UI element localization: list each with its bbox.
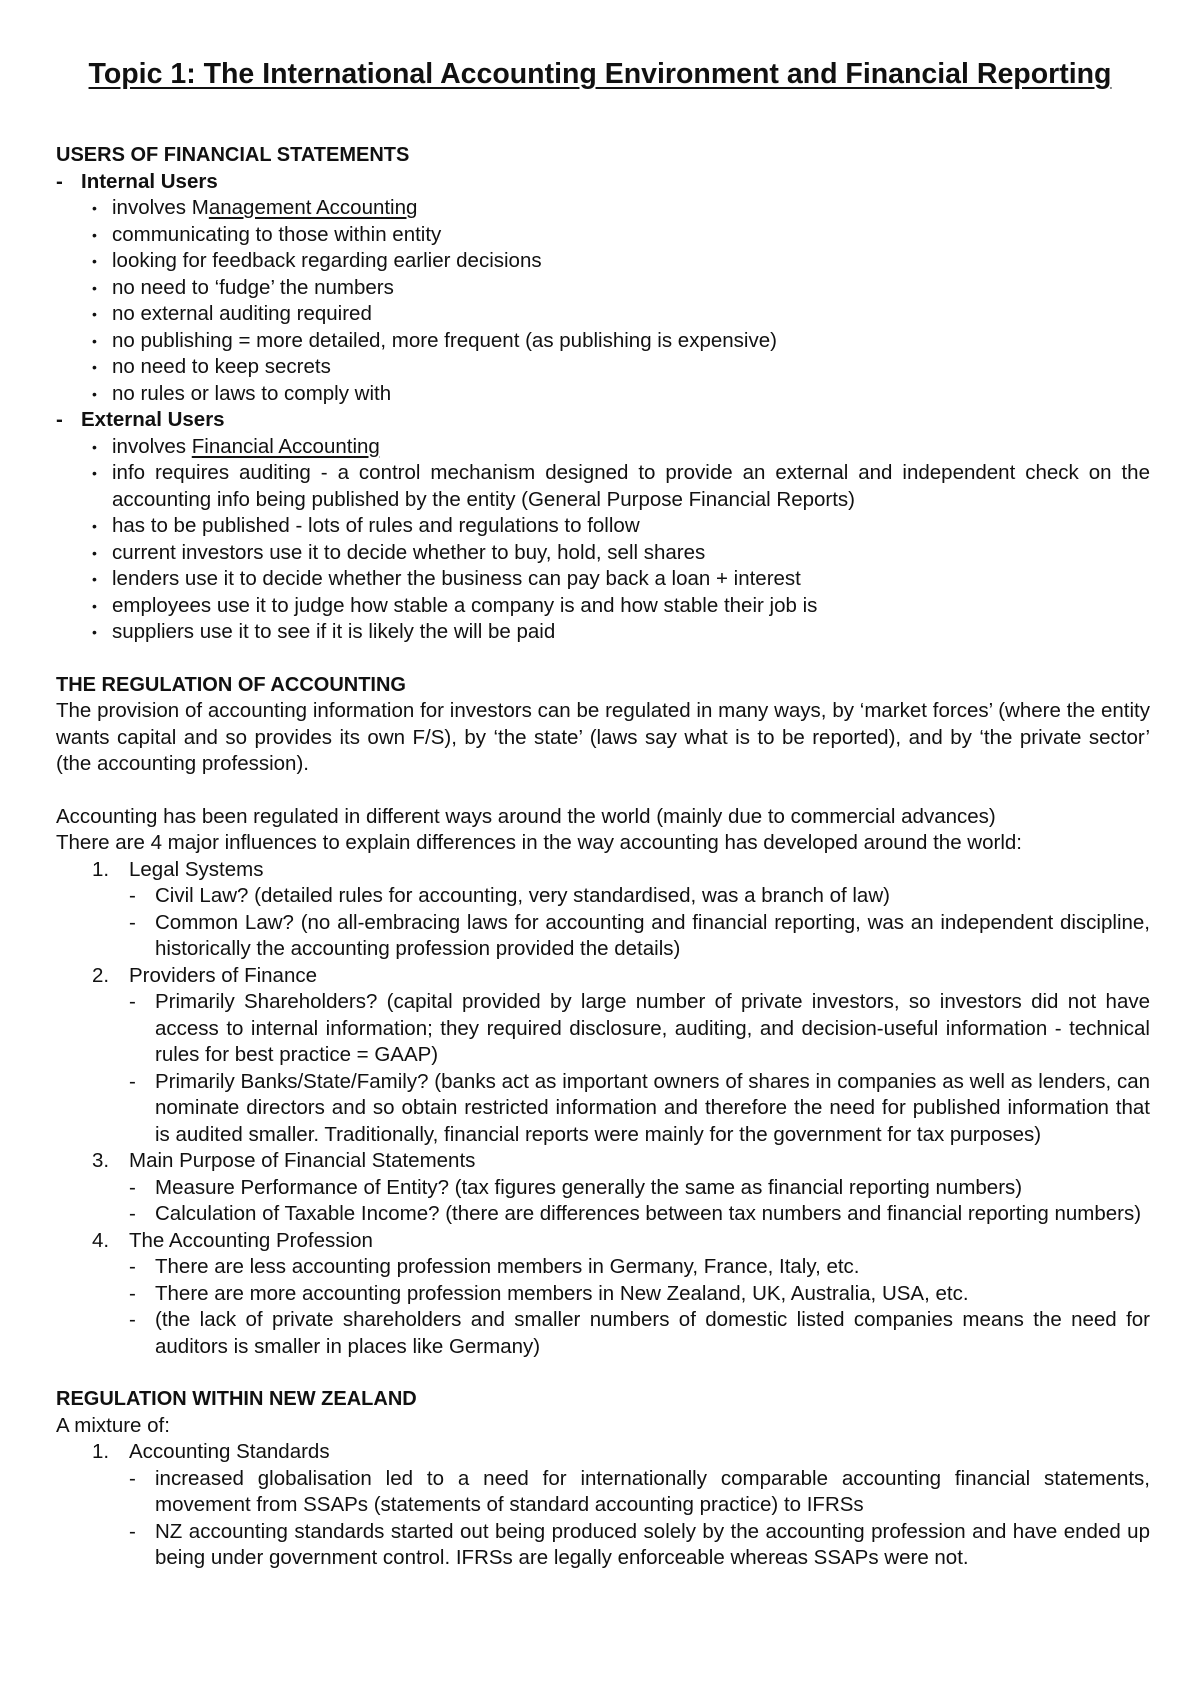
dash-item: - Primarily Shareholders? (capital provided by large number of private investors, so investors did not have access to internal information; they required disclosure, auditing, and decision-useful information - technical rules for best practice = GAAP) <box>56 989 1150 1069</box>
item-label: Main Purpose of Financial Statements <box>129 1149 476 1172</box>
item-number: 3. <box>92 1149 110 1172</box>
numbered-item <box>56 1228 1150 1255</box>
list-item: • looking for feedback regarding earlier decisions <box>56 248 1150 275</box>
section-heading-users: USERS OF FINANCIAL STATEMENTS <box>56 144 410 166</box>
paragraph: There are 4 major influences to explain differences in the way accounting has developed around the world: <box>56 831 1022 854</box>
page-title: Topic 1: The International Accounting Environment and Financial Reporting <box>88 58 1112 90</box>
item-label: Providers of Finance <box>129 963 318 987</box>
dash-item: - There are more accounting profession members in New Zealand, UK, Australia, USA, etc. <box>56 1281 1150 1308</box>
section-heading-regulation: THE REGULATION OF ACCOUNTING <box>56 673 406 696</box>
section-heading-nz-regulation: REGULATION WITHIN NEW ZEALAND <box>56 1388 417 1410</box>
management-accounting-term: anagement Accounting <box>208 196 418 219</box>
item-text: involves M <box>112 196 209 219</box>
dash-item: - Civil Law? (detailed rules for accounting, very standardised, was a branch of law) <box>56 883 1150 910</box>
dash-item: - increased globalisation led to a need for internationally comparable accounting financial statements, movement from SSAPs (statements of standard accounting practice) to IFRSs <box>56 1466 1150 1519</box>
numbered-item <box>56 963 1150 990</box>
item-number: 4. <box>92 1228 110 1252</box>
financial-accounting-term: Financial Accounting <box>191 434 380 458</box>
paragraph: A mixture of: <box>56 1413 170 1437</box>
dash-item: - Measure Performance of Entity? (tax figures generally the same as financial reporting numbers) <box>56 1175 1150 1202</box>
list-item: • current investors use it to decide whether to buy, hold, sell shares <box>56 540 1150 567</box>
item-label: Accounting Standards <box>129 1440 330 1463</box>
item-label: The Accounting Profession <box>129 1228 373 1252</box>
list-item: • no rules or laws to comply with <box>56 381 1150 408</box>
list-item: • no need to keep secrets <box>56 354 1150 381</box>
document-body <box>56 142 1150 1572</box>
list-item <box>56 434 1150 461</box>
list-item: • lenders use it to decide whether the business can pay back a loan + interest <box>56 566 1150 593</box>
dash-item: - Common Law? (no all-embracing laws for accounting and financial reporting, was an independent discipline, historically the accounting profession provided the details) <box>56 910 1150 963</box>
dash-item: - (the lack of private shareholders and smaller numbers of domestic listed companies means the need for auditors is smaller in places like Germany) <box>56 1307 1150 1360</box>
paragraph: Accounting has been regulated in different ways around the world (mainly due to commercial advances) <box>56 804 996 828</box>
item-number: 2. <box>92 963 110 987</box>
numbered-item <box>56 1439 1150 1466</box>
item-number: 1. <box>92 857 110 881</box>
item-label: Legal Systems <box>129 857 264 881</box>
list-item: • no publishing = more detailed, more frequent (as publishing is expensive) <box>56 328 1150 355</box>
item-text: involves <box>112 434 192 458</box>
subheading-external-users: - External Users <box>56 407 1150 434</box>
list-item <box>56 195 1150 222</box>
dash-item: - Calculation of Taxable Income? (there are differences between tax numbers and financial reporting numbers) <box>56 1201 1150 1228</box>
list-item: • has to be published - lots of rules and regulations to follow <box>56 513 1150 540</box>
item-number: 1. <box>92 1440 110 1463</box>
numbered-item <box>56 1148 1150 1175</box>
paragraph: The provision of accounting information for investors can be regulated in many ways, by ‘market forces’ (where the entity wants capital and so provides its own F/S), by ‘the state’ (laws say what is to be reported), and by ‘the private sector’ (the accounting profession). <box>56 699 1150 775</box>
subheading-internal-users: - Internal Users <box>56 169 1150 196</box>
list-item: • info requires auditing - a control mechanism designed to provide an external and independent check on the accounting info being published by the entity (General Purpose Financial Reports) <box>56 460 1150 513</box>
numbered-item <box>56 857 1150 884</box>
list-item: • suppliers use it to see if it is likely the will be paid <box>56 619 1150 646</box>
dash-item: - There are less accounting profession members in Germany, France, Italy, etc. <box>56 1254 1150 1281</box>
list-item: • employees use it to judge how stable a company is and how stable their job is <box>56 593 1150 620</box>
dash-item: - Primarily Banks/State/Family? (banks act as important owners of shares in companies as well as lenders, can nominate directors and so obtain restricted information and therefore the need for published information that is audited smaller. Traditionally, financial reports were mainly for the government for tax purposes) <box>56 1069 1150 1149</box>
list-item: • no need to ‘fudge’ the numbers <box>56 275 1150 302</box>
dash-item: - NZ accounting standards started out being produced solely by the accounting profession and have ended up being under government control. IFRSs are legally enforceable whereas SSAPs were not. <box>56 1519 1150 1572</box>
list-item: • communicating to those within entity <box>56 222 1150 249</box>
list-item: • no external auditing required <box>56 301 1150 328</box>
